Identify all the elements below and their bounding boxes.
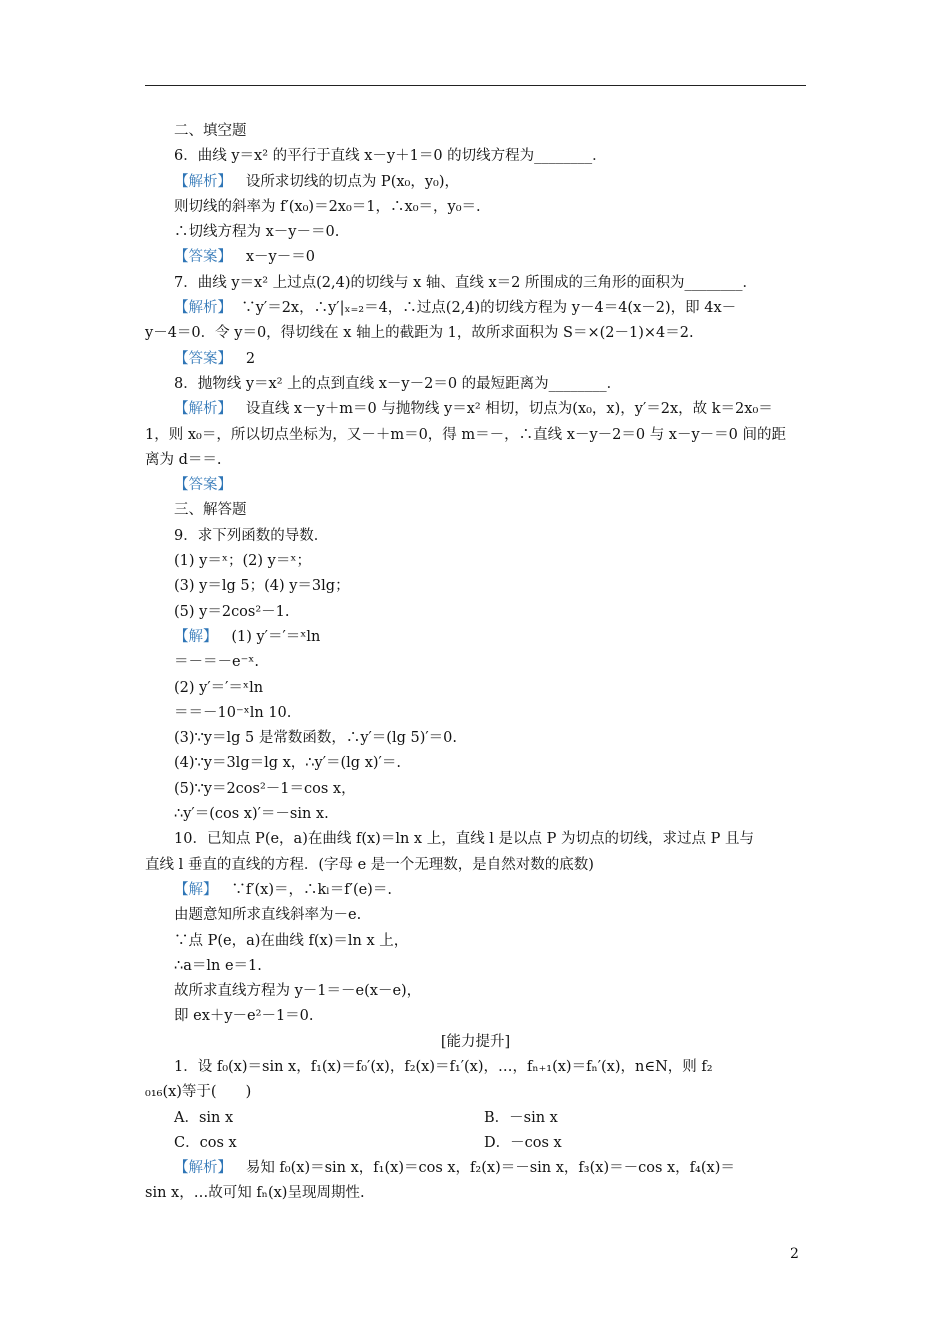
text: ＝＝－10⁻ˣln 10. <box>174 704 292 721</box>
question-7 <box>145 271 806 296</box>
answer-8 <box>145 473 806 498</box>
question-9-part-1-2 <box>145 549 806 574</box>
analysis-7-line-2 <box>145 321 806 346</box>
ability-question-1-line-1 <box>145 1055 806 1080</box>
text: 故所求直线方程为 y－1＝－e(x－e)， <box>174 983 422 1000</box>
answer-tag: 【答案】 <box>174 477 232 494</box>
solution-9-line-4 <box>145 701 806 726</box>
text: (5) y＝2cos²－1. <box>174 603 290 620</box>
ability-question-1-line-2 <box>145 1080 806 1105</box>
question-9 <box>145 524 806 549</box>
solution-9-line-8 <box>145 802 806 827</box>
answer-tag: 【答案】 <box>174 249 232 266</box>
text: 7．曲线 y＝x² 上过点(2,4)的切线与 x 轴、直线 x＝2 所围成的三角形的面积为________． <box>174 274 758 291</box>
option-b: B．－sin x <box>484 1109 558 1126</box>
question-9-part-5 <box>145 600 806 625</box>
analysis-8-line-3 <box>145 448 806 473</box>
options-row-2 <box>145 1131 806 1156</box>
section-heading-solve <box>145 498 806 523</box>
page-number: 2 <box>790 1246 799 1262</box>
answer-tag: 【答案】 <box>174 350 232 367</box>
text: (3) y＝lg 5；(4) y＝3lg； <box>174 578 350 595</box>
text: 易知 f₀(x)＝sin x，f₁(x)＝cos x，f₂(x)＝－sin x，f₃(x)＝－cos x，f₄(x)＝ <box>245 1160 735 1177</box>
solution-tag: 【解】 <box>174 628 218 645</box>
text: ∵f′(x)＝，∴kₗ＝f′(e)＝. <box>231 881 392 898</box>
text: ＝－＝－e⁻ˣ. <box>174 654 259 671</box>
solution-10-line-1 <box>145 878 806 903</box>
solution-10-line-4 <box>145 954 806 979</box>
question-10-line-2 <box>145 853 806 878</box>
analysis-tag: 【解析】 <box>174 401 232 418</box>
text: 1．设 f₀(x)＝sin x，f₁(x)＝f₀′(x)，f₂(x)＝f₁′(x)，…，fₙ₊₁(x)＝fₙ′(x)，n∈N，则 f₂ <box>174 1058 713 1075</box>
header-rule <box>145 85 806 86</box>
question-9-part-3-4 <box>145 574 806 599</box>
analysis-6-line-1 <box>145 170 806 195</box>
question-6 <box>145 144 806 169</box>
text: (2) y′＝′＝ˣln <box>174 679 264 696</box>
text: 1，则 x₀＝，所以切点坐标为，又－＋m＝0，得 m＝－，∴直线 x－y－2＝0 与 x－y－＝0 间的距 <box>145 426 787 443</box>
text: (4)∵y＝3lg＝lg x，∴y′＝(lg x)′＝. <box>174 755 401 772</box>
text: 离为 d＝＝. <box>145 451 222 468</box>
solution-10-line-6 <box>145 1004 806 1029</box>
analysis-7-line-1 <box>145 296 806 321</box>
solution-10-line-3 <box>145 929 806 954</box>
text: sin x，…故可知 fₙ(x)呈现周期性. <box>145 1185 365 1202</box>
text: 三、解答题 <box>174 502 247 519</box>
text: (1) y′＝′＝ˣln <box>231 628 321 645</box>
text: 直线 l 垂直的直线的方程．(字母 e 是一个无理数，是自然对数的底数) <box>145 856 594 873</box>
text: ₀₁₆(x)等于( ) <box>145 1084 252 1101</box>
text: 由题意知所求直线斜率为－e. <box>174 907 362 924</box>
analysis-6-line-3 <box>145 220 806 245</box>
solution-9-line-2 <box>145 650 806 675</box>
solution-9-line-5 <box>145 726 806 751</box>
analysis-ability-1-line-2 <box>145 1181 806 1206</box>
text: x－y－＝0 <box>245 249 315 266</box>
solution-tag: 【解】 <box>174 881 218 898</box>
analysis-ability-1-line-1 <box>145 1156 806 1181</box>
text: 8．抛物线 y＝x² 上的点到直线 x－y－2＝0 的最短距离为________． <box>174 375 622 392</box>
text: ∴a＝ln e＝1. <box>174 957 262 974</box>
solution-9-line-3 <box>145 676 806 701</box>
text: [能力提升] <box>440 1033 511 1050</box>
question-8 <box>145 372 806 397</box>
text: ∵y′＝2x，∴y′|ₓ₌₂＝4，∴过点(2,4)的切线方程为 y－4＝4(x－2)，即 4x－ <box>241 300 737 317</box>
text: ∴切线方程为 x－y－＝0. <box>174 224 340 241</box>
analysis-6-line-2 <box>145 195 806 220</box>
answer-6 <box>145 245 806 270</box>
solution-10-line-5 <box>145 979 806 1004</box>
analysis-tag: 【解析】 <box>174 1160 232 1177</box>
text: 即 ex＋y－e²－1＝0. <box>174 1008 314 1025</box>
text: (1) y＝ˣ；(2) y＝ˣ； <box>174 553 311 570</box>
text: ∴y′＝(cos x)′＝－sin x. <box>174 806 329 823</box>
section-heading-ability <box>145 1030 806 1055</box>
text: (3)∵y＝lg 5 是常数函数，∴y′＝(lg 5)′＝0. <box>174 730 457 747</box>
answer-7 <box>145 347 806 372</box>
text: 6．曲线 y＝x² 的平行于直线 x－y＋1＝0 的切线方程为________． <box>174 148 607 165</box>
section-heading-fill-in <box>145 119 806 144</box>
text: y－4＝0．令 y＝0，得切线在 x 轴上的截距为 1，故所求面积为 S＝×(2－1)×4＝2. <box>145 325 694 342</box>
options-row-1 <box>145 1106 806 1131</box>
question-10-line-1 <box>145 827 806 852</box>
option-a: A．sin x <box>174 1109 234 1126</box>
document-body <box>145 119 806 1207</box>
analysis-tag: 【解析】 <box>174 173 232 190</box>
option-d: D．－cos x <box>484 1134 562 1151</box>
solution-9-line-1 <box>145 625 806 650</box>
solution-9-line-6 <box>145 751 806 776</box>
text: 则切线的斜率为 f′(x₀)＝2x₀＝1，∴x₀＝，y₀＝. <box>174 198 481 215</box>
text: (5)∵y＝2cos²－1＝cos x， <box>174 780 356 797</box>
analysis-tag: 【解析】 <box>174 300 232 317</box>
solution-9-line-7 <box>145 777 806 802</box>
text: 二、填空题 <box>174 123 247 139</box>
option-c: C．cos x <box>174 1134 237 1151</box>
text: 2 <box>245 350 256 367</box>
text: ∵点 P(e，a)在曲线 f(x)＝ln x 上， <box>174 932 409 949</box>
text: 设直线 x－y＋m＝0 与抛物线 y＝x² 相切，切点为(x₀，x)，y′＝2x，故 k＝2x₀＝ <box>245 401 773 418</box>
solution-10-line-2 <box>145 903 806 928</box>
analysis-8-line-1 <box>145 397 806 422</box>
analysis-8-line-2 <box>145 423 806 448</box>
text: 设所求切线的切点为 P(x₀，y₀)， <box>245 173 460 190</box>
text: 10．已知点 P(e，a)在曲线 f(x)＝ln x 上，直线 l 是以点 P 为切点的切线，求过点 P 且与 <box>174 831 754 848</box>
text: 9．求下列函数的导数． <box>174 527 329 544</box>
